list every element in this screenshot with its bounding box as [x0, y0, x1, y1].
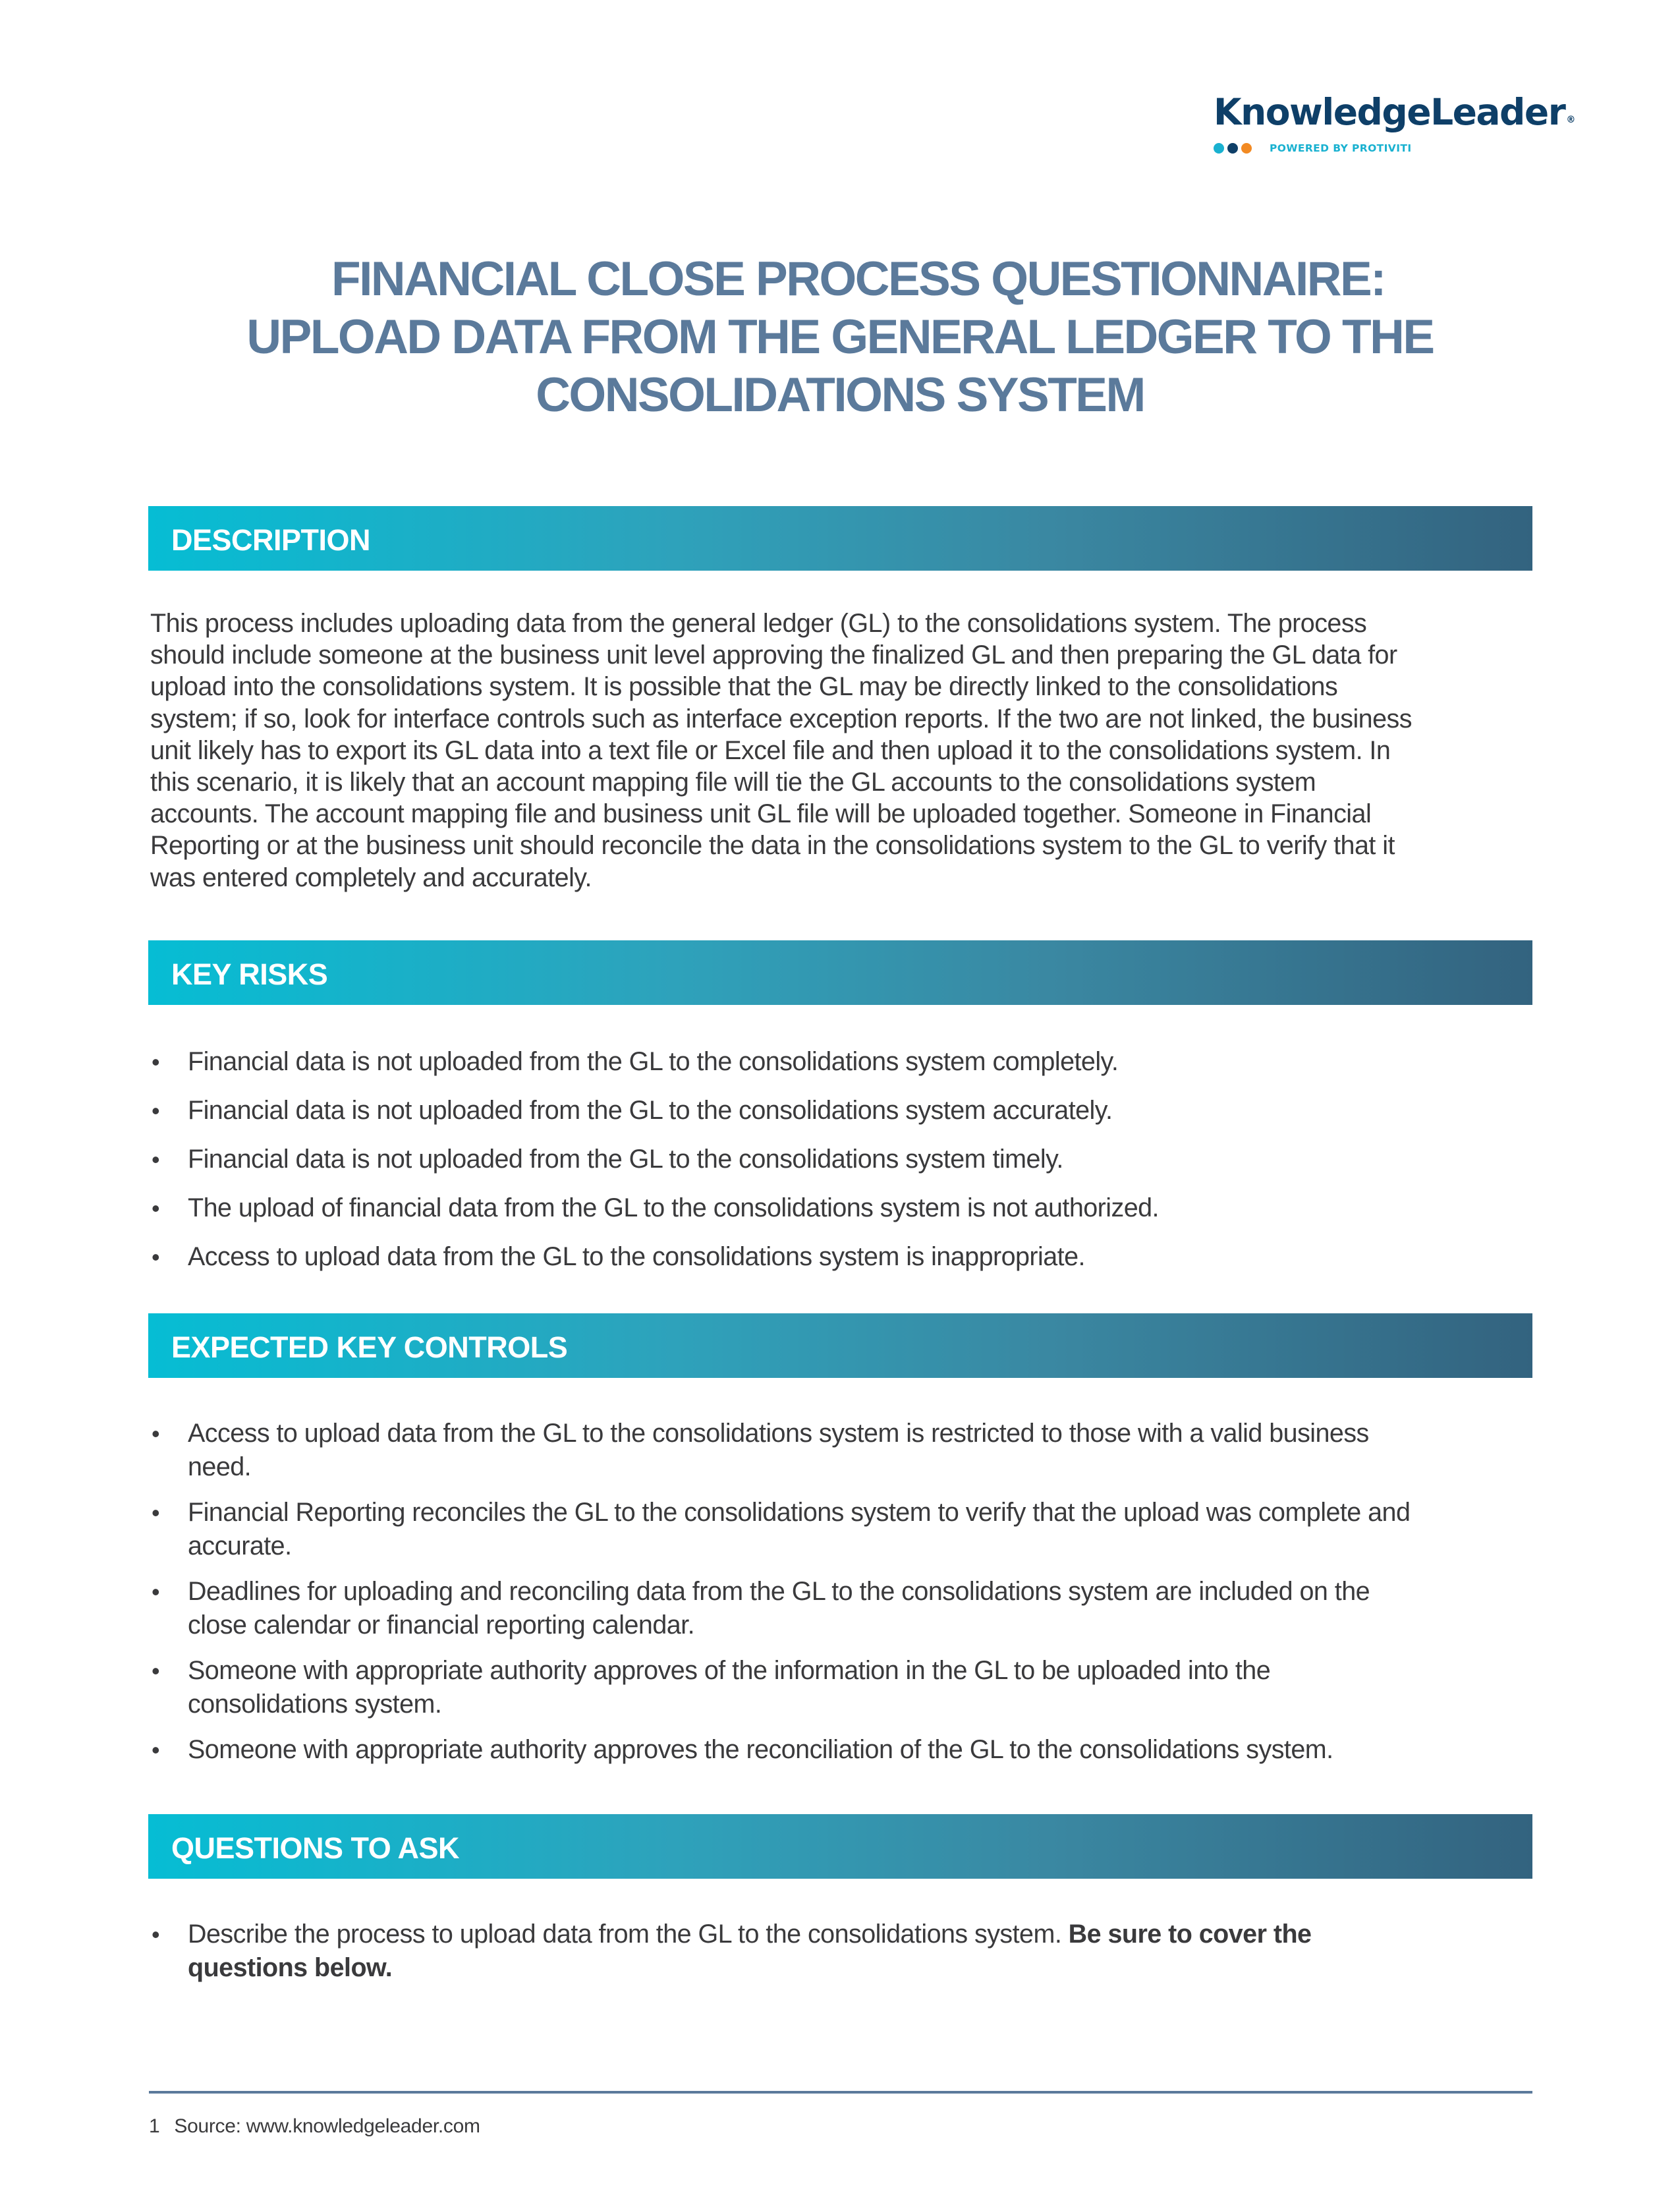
- key-risks-list: [148, 1045, 1538, 1289]
- paragraph-line: Reporting or at the business unit should reconcile the data in the consolidations system to the GL to verify that it: [150, 831, 1395, 861]
- paragraph-line: This process includes uploading data from the general ledger (GL) to the consolidations system. The process: [150, 609, 1367, 638]
- document-title: [148, 250, 1532, 424]
- paragraph-line: was entered completely and accurately.: [150, 863, 592, 892]
- questions-list: [148, 1918, 1538, 1985]
- list-item: • Someone with appropriate authority approves of the information in the GL to be uploaded into the consolidations system.: [148, 1654, 1538, 1721]
- list-item: • Financial data is not uploaded from the GL to the consolidations system timely.: [148, 1143, 1538, 1176]
- list-item: • Financial Reporting reconciles the GL to the consolidations system to verify that the upload was complete and accurate.: [148, 1496, 1538, 1563]
- section-header-description: [148, 506, 1532, 571]
- logo-wordmark: KnowledgeLeader: [1214, 91, 1565, 133]
- bullet-icon: •: [152, 1048, 160, 1075]
- paragraph-line: upload into the consolidations system. It is possible that the GL may be directly linked to the consolidations: [150, 672, 1338, 702]
- list-item: • Deadlines for uploading and reconciling data from the GL to the consolidations system are included on the close calendar or financial reporting calendar.: [148, 1575, 1538, 1642]
- list-item: • Access to upload data from the GL to the consolidations system is restricted to those with a valid business need.: [148, 1417, 1538, 1484]
- title-line: UPLOAD DATA FROM THE GENERAL LEDGER TO THE: [246, 310, 1434, 364]
- page-number: 1: [149, 2115, 160, 2137]
- logo-dot-icon: [1214, 143, 1224, 154]
- section-header-expected-key-controls: [148, 1313, 1532, 1378]
- description-paragraph: [150, 608, 1540, 894]
- section-heading: KEY RISKS: [171, 957, 328, 991]
- paragraph-line: system; if so, look for interface controls such as interface exception reports. If the two are not linked, the business: [150, 704, 1412, 733]
- list-item: • Describe the process to upload data from the GL to the consolidations system. Be sure to cover the questions below.: [148, 1918, 1538, 1985]
- paragraph-line: this scenario, it is likely that an account mapping file will tie the GL accounts to the consolidations system: [150, 768, 1316, 797]
- bullet-icon: •: [152, 1921, 160, 1948]
- section-heading: QUESTIONS TO ASK: [171, 1831, 460, 1865]
- footer-divider: [149, 2091, 1532, 2094]
- source-note: Source: www.knowledgeleader.com: [174, 2115, 480, 2137]
- list-item: • Financial data is not uploaded from the GL to the consolidations system completely.: [148, 1045, 1538, 1079]
- bullet-icon: •: [152, 1420, 160, 1447]
- emphasis-text: Be sure to cover the: [1068, 1920, 1312, 1949]
- bullet-icon: •: [152, 1243, 160, 1270]
- list-item: • The upload of financial data from the GL to the consolidations system is not authorized.: [148, 1191, 1538, 1225]
- paragraph-line: unit likely has to export its GL data into a text file or Excel file and then upload it to the consolidations system. In: [150, 735, 1391, 765]
- title-line: FINANCIAL CLOSE PROCESS QUESTIONNAIRE:: [331, 252, 1385, 306]
- bullet-icon: •: [152, 1657, 160, 1684]
- logo-tagline: POWERED BY PROTIVITI: [1270, 142, 1412, 154]
- bullet-icon: •: [152, 1499, 160, 1526]
- bullet-icon: •: [152, 1578, 160, 1605]
- expected-key-controls-list: [148, 1417, 1538, 1779]
- list-item: • Someone with appropriate authority approves the reconciliation of the GL to the consolidations system.: [148, 1733, 1538, 1767]
- title-line: CONSOLIDATIONS SYSTEM: [536, 368, 1144, 422]
- bullet-icon: •: [152, 1736, 160, 1763]
- section-heading: DESCRIPTION: [171, 523, 371, 557]
- paragraph-line: accounts. The account mapping file and business unit GL file will be uploaded together. Someone in Financial: [150, 799, 1372, 829]
- logo-dot-icon: [1241, 143, 1252, 154]
- section-header-questions-to-ask: [148, 1814, 1532, 1879]
- emphasis-text: questions below.: [188, 1953, 393, 1982]
- section-heading: EXPECTED KEY CONTROLS: [171, 1330, 568, 1364]
- bullet-icon: •: [152, 1146, 160, 1173]
- paragraph-line: should include someone at the business unit level approving the finalized GL and then preparing the GL data for: [150, 641, 1397, 670]
- knowledgeleader-logo: [1214, 91, 1575, 154]
- bullet-icon: •: [152, 1097, 160, 1124]
- page-footer: [149, 2115, 480, 2138]
- logo-tagline-row: [1214, 142, 1536, 154]
- section-header-key-risks: [148, 940, 1532, 1005]
- list-item: • Access to upload data from the GL to the consolidations system is inappropriate.: [148, 1240, 1538, 1274]
- list-item: • Financial data is not uploaded from the GL to the consolidations system accurately.: [148, 1094, 1538, 1127]
- bullet-icon: •: [152, 1195, 160, 1222]
- logo-dot-icon: [1227, 143, 1238, 154]
- registered-mark: ®: [1566, 115, 1575, 125]
